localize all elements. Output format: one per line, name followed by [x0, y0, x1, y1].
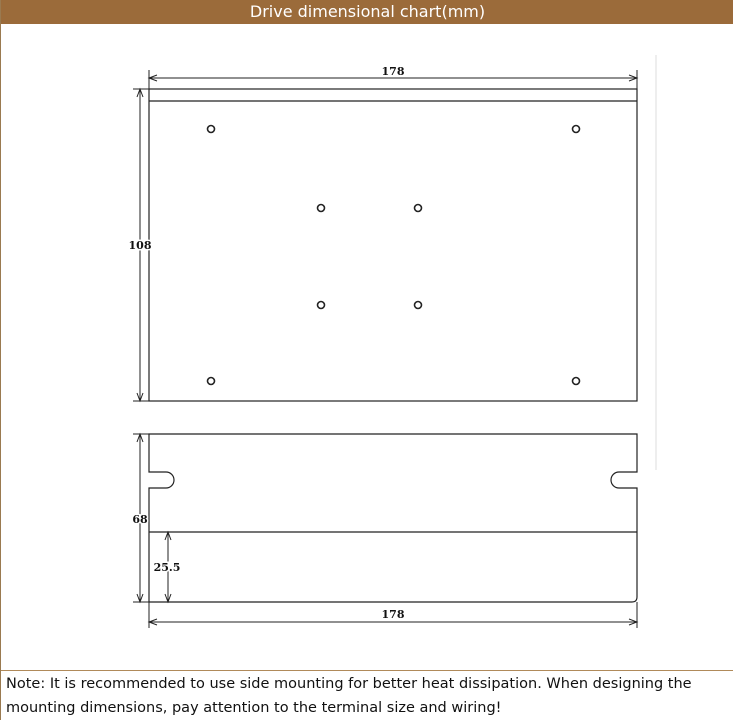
- mount-hole: [318, 205, 325, 212]
- mount-hole: [415, 302, 422, 309]
- mount-hole: [415, 205, 422, 212]
- mount-hole: [318, 302, 325, 309]
- note-text: [6, 672, 726, 720]
- top-view-outline: [149, 89, 637, 401]
- side-view: [149, 434, 637, 602]
- mount-hole: [573, 378, 580, 385]
- side-height-label: 68: [132, 513, 148, 526]
- dimension-drawing: [1, 24, 733, 670]
- mount-hole: [208, 378, 215, 385]
- step-height-label: 25.5: [153, 561, 181, 574]
- note-divider: [1, 670, 733, 671]
- top-height-label: 108: [128, 239, 152, 252]
- note-line-1: Note: It is recommended to use side mounting for better heat dissipation. When designing the: [6, 676, 692, 692]
- top-view: [149, 89, 637, 401]
- page-title: Drive dimensional chart(mm): [1, 0, 733, 24]
- side-view-outline: [149, 434, 637, 602]
- note-line-2: mounting dimensions, pay attention to the terminal size and wiring!: [6, 700, 502, 716]
- side-width-label: 178: [381, 608, 405, 621]
- mount-hole: [208, 126, 215, 133]
- mount-hole: [573, 126, 580, 133]
- top-width-label: 178: [381, 65, 405, 78]
